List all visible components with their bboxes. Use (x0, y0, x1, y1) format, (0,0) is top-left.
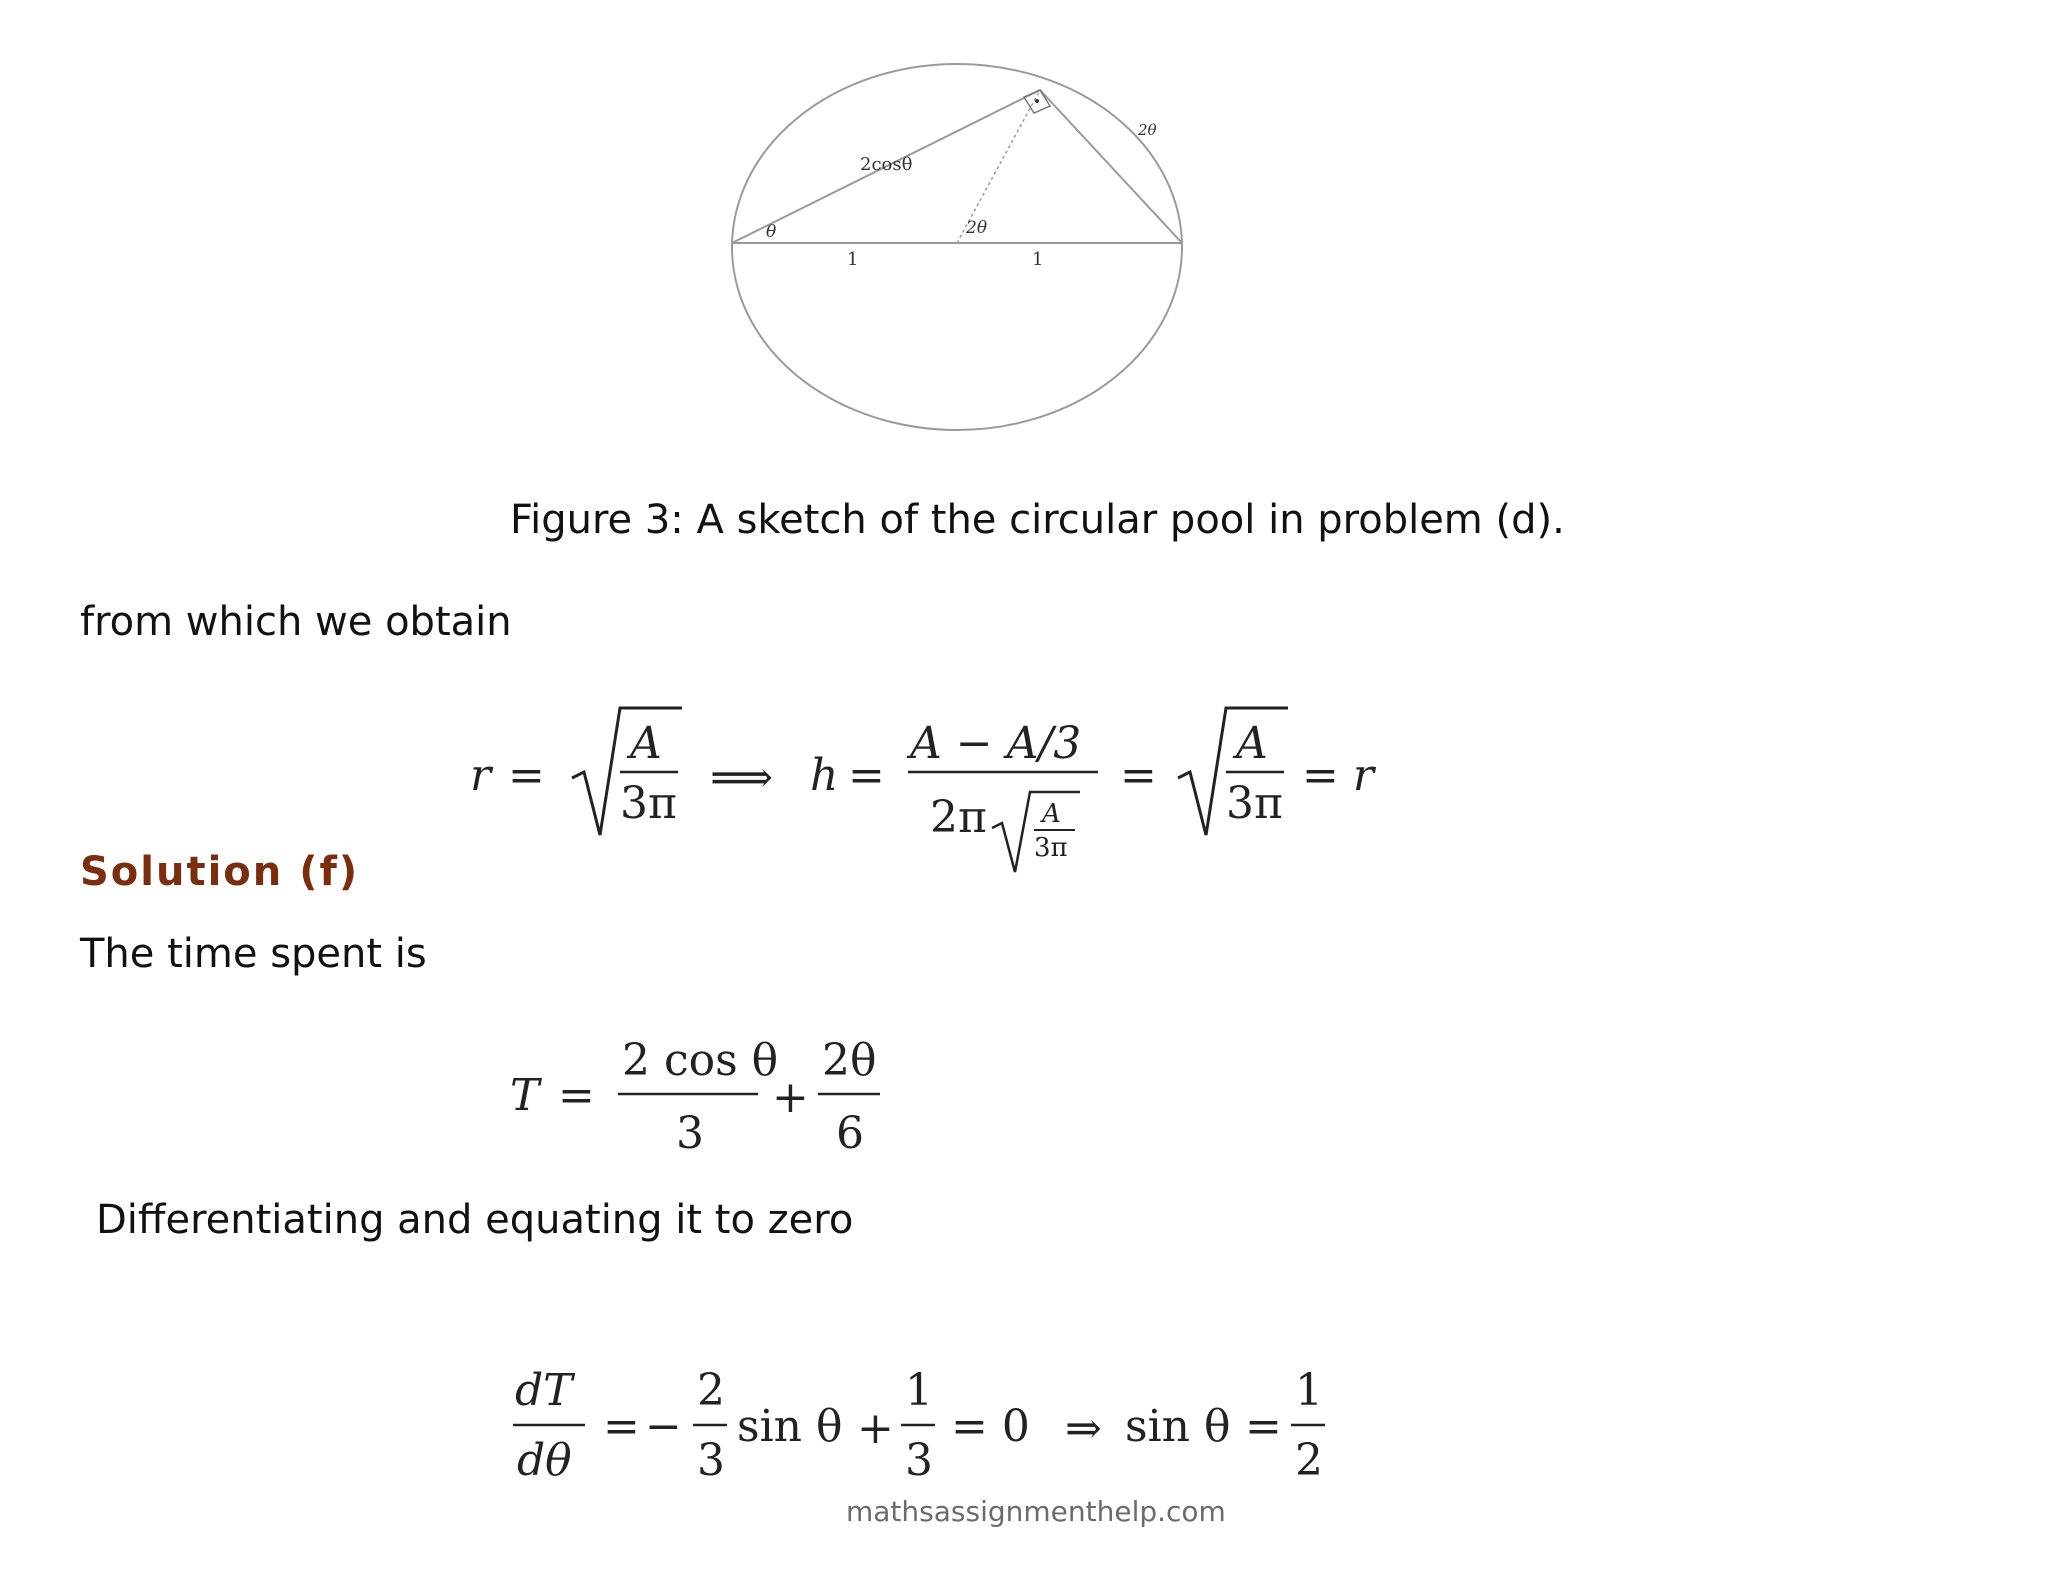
eq3-sin-theta: sin θ (737, 1401, 843, 1452)
eq1-eq4-r: = r (1302, 750, 1374, 801)
eq1-2pi: 2π (930, 792, 987, 843)
pool-circle (732, 64, 1182, 430)
label-chord: 2cosθ (860, 154, 913, 175)
eq1-r: r (470, 750, 492, 801)
eq1-3pi: 3π (620, 778, 677, 829)
eq2-den2: 6 (836, 1108, 864, 1159)
eq3-eq-zero: = 0 (951, 1401, 1030, 1452)
equation-r-h (460, 700, 1400, 900)
equation-derivative (505, 1355, 1365, 1495)
eq2-eq: = (558, 1070, 595, 1121)
eq2-plus: + (772, 1072, 809, 1123)
eq3-plus: + (857, 1403, 894, 1454)
right-angle-dot (1035, 99, 1039, 103)
eq3-dtheta: dθ (517, 1435, 572, 1486)
obtain-text: from which we obtain (80, 599, 512, 645)
eq3-minus: − (645, 1401, 682, 1452)
eq1-eq: = (508, 750, 545, 801)
label-radius-left: 1 (847, 249, 859, 270)
solution-heading: Solution (f) (80, 849, 360, 895)
eq1-3pi2: 3π (1226, 778, 1283, 829)
eq3-three: 3 (697, 1435, 725, 1486)
eq1-A: A (630, 718, 662, 769)
eq3-two2: 2 (1295, 1435, 1323, 1486)
eq1-h: h (810, 750, 839, 801)
equation-T (500, 1020, 920, 1170)
eq3-one: 1 (905, 1365, 933, 1416)
eq2-num1: 2 cos θ (622, 1035, 779, 1086)
figure-caption: Figure 3: A sketch of the circular pool in problem (d). (510, 497, 1565, 543)
eq1-A2: A (1236, 718, 1268, 769)
eq3-one2: 1 (1295, 1365, 1323, 1416)
time-spent-text: The time spent is (80, 931, 427, 977)
eq1-inner-3pi: 3π (1034, 833, 1068, 863)
eq2-den1: 3 (676, 1108, 704, 1159)
label-radius-right: 1 (1032, 249, 1044, 270)
eq3-eq: = (603, 1401, 640, 1452)
eq1-eq3: = (1120, 750, 1157, 801)
eq2-num2: 2θ (822, 1035, 877, 1086)
eq3-two: 2 (697, 1365, 725, 1416)
differentiating-text: Differentiating and equating it to zero (96, 1197, 854, 1243)
eq1-eq2: = (848, 750, 885, 801)
label-central-angle: 2θ (966, 218, 988, 238)
eq3-implies: ⇒ (1065, 1403, 1102, 1454)
eq3-three2: 3 (905, 1435, 933, 1486)
eq1-inner-A: A (1042, 799, 1061, 829)
label-angle-left: θ (766, 222, 777, 242)
eq3-sin-theta2: sin θ (1125, 1401, 1231, 1452)
eq1-implies: ⟹ (710, 752, 774, 803)
eq3-dT: dT (515, 1365, 573, 1416)
eq3-eq2: = (1245, 1401, 1282, 1452)
pool-figure (720, 55, 1220, 440)
eq1-num: A − A/3 (910, 718, 1082, 769)
eq2-T: T (510, 1070, 540, 1121)
label-arc: 2θ (1138, 121, 1157, 139)
footer-watermark: mathsassignmenthelp.com (846, 1495, 1226, 1528)
